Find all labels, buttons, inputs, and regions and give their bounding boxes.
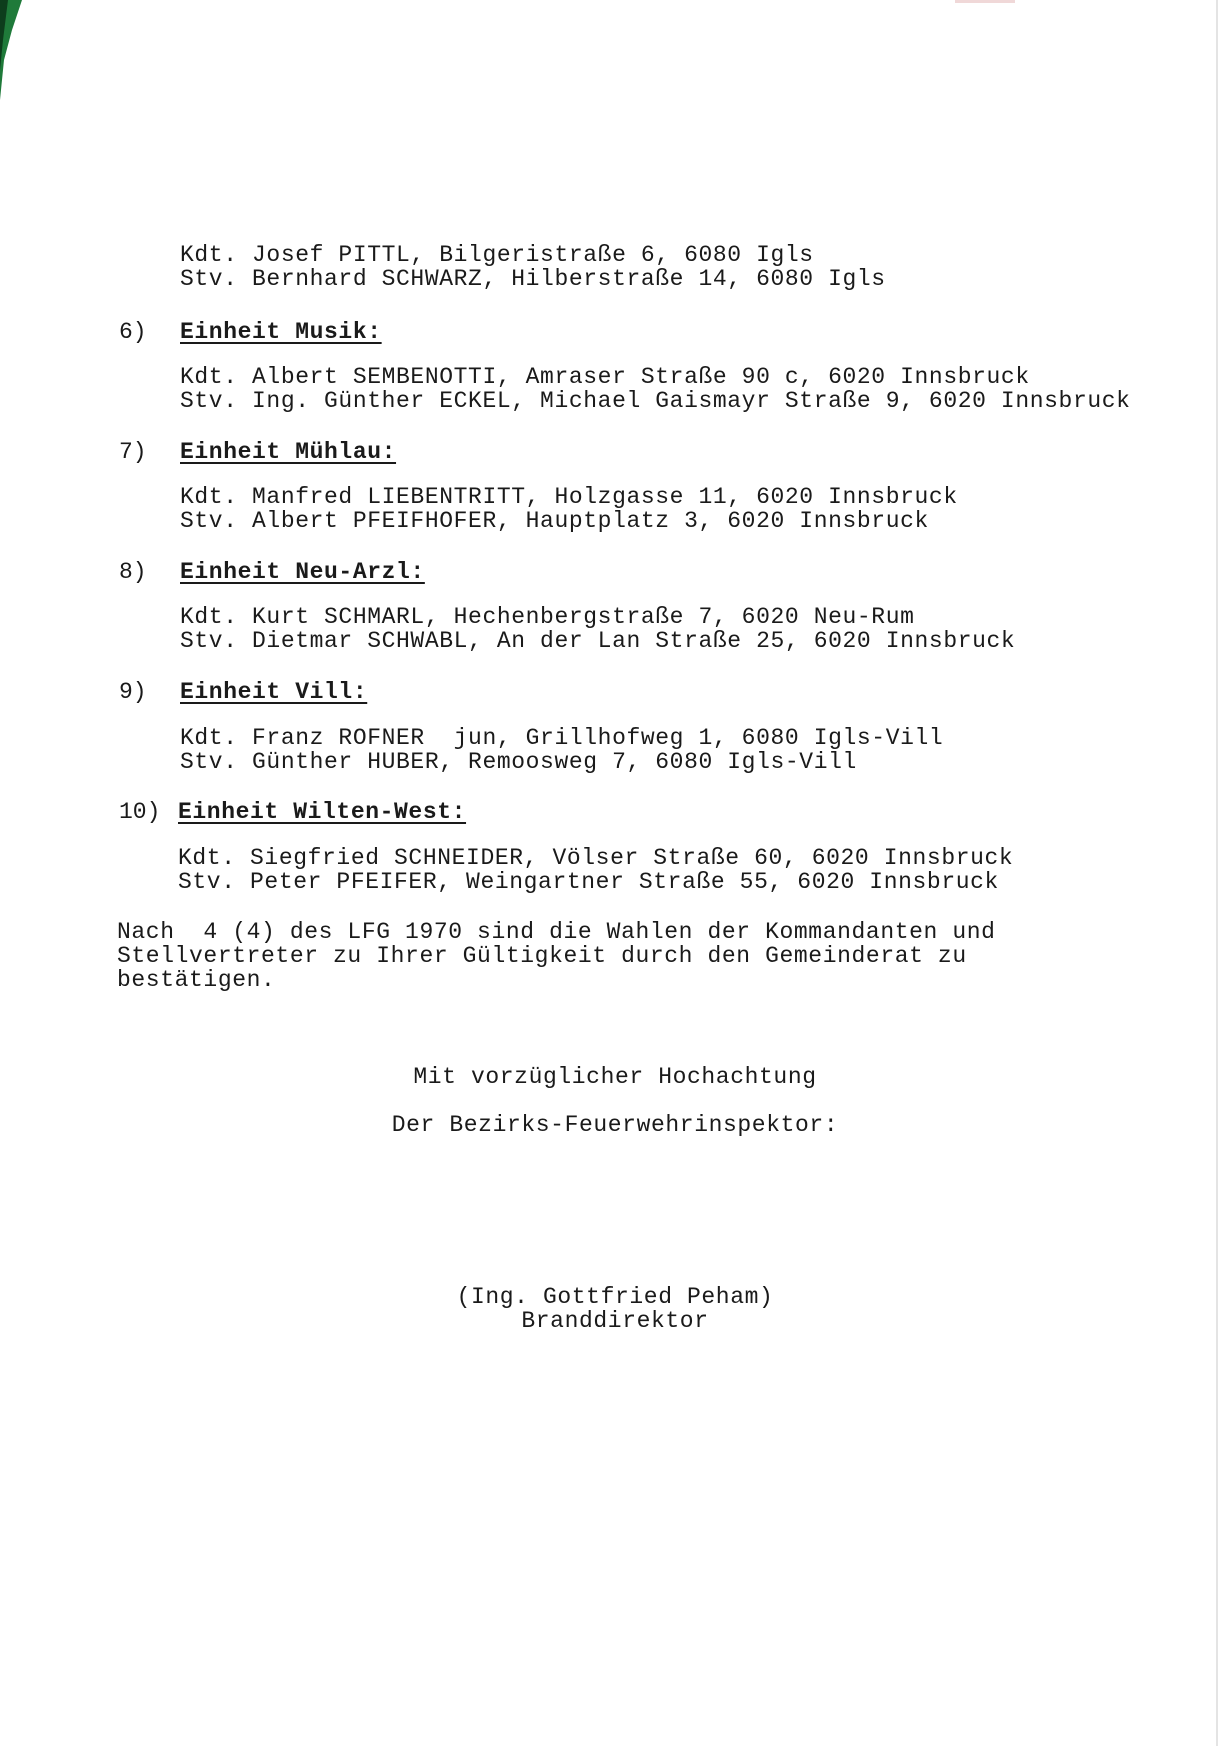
section-kdt: Kdt. Manfred LIEBENTRITT, Holzgasse 11, 6020 Innsbruck	[180, 484, 958, 510]
signatory-rank: Branddirektor	[521, 1308, 709, 1334]
section-kdt: Kdt. Kurt SCHMARL, Hechenbergstraße 7, 6020 Neu-Rum	[180, 604, 915, 630]
section-heading: Einheit Neu-Arzl:	[180, 559, 425, 585]
section-heading: Einheit Vill:	[180, 679, 368, 705]
scan-corner-mark	[0, 0, 30, 120]
scan-edge-right	[1216, 0, 1218, 1746]
signatory-title: Der Bezirks-Feuerwehrinspektor:	[391, 1112, 839, 1138]
section-heading: Einheit Wilten-West:	[178, 799, 467, 825]
top-entry-kdt: Kdt. Josef PITTL, Bilgeristraße 6, 6080 Igls	[180, 242, 814, 268]
closing-paragraph-line: bestätigen.	[117, 967, 276, 993]
scan-mark-top	[955, 0, 1015, 3]
section-kdt: Kdt. Siegfried SCHNEIDER, Völser Straße 60, 6020 Innsbruck	[178, 845, 1014, 871]
section-number: 10)	[119, 799, 161, 825]
section-kdt: Kdt. Franz ROFNER jun, Grillhofweg 1, 6080 Igls-Vill	[180, 725, 944, 751]
section-number: 6)	[119, 319, 147, 345]
closing-paragraph-line: Stellvertreter zu Ihrer Gültigkeit durch den Gemeinderat zu	[117, 943, 967, 969]
section-number: 7)	[119, 439, 147, 465]
section-stv: Stv. Ing. Günther ECKEL, Michael Gaismayr Straße 9, 6020 Innsbruck	[180, 388, 1131, 414]
top-entry-stv: Stv. Bernhard SCHWARZ, Hilberstraße 14, 6080 Igls	[180, 266, 886, 292]
section-stv: Stv. Peter PFEIFER, Weingartner Straße 55, 6020 Innsbruck	[178, 869, 999, 895]
signatory-name: (Ing. Gottfried Peham)	[456, 1284, 774, 1310]
section-kdt: Kdt. Albert SEMBENOTTI, Amraser Straße 90 c, 6020 Innsbruck	[180, 364, 1030, 390]
section-heading: Einheit Musik:	[180, 319, 382, 345]
section-number: 8)	[119, 559, 147, 585]
section-stv: Stv. Dietmar SCHWABL, An der Lan Straße 25, 6020 Innsbruck	[180, 628, 1016, 654]
section-stv: Stv. Günther HUBER, Remoosweg 7, 6080 Igls-Vill	[180, 749, 857, 775]
greeting: Mit vorzüglicher Hochachtung	[413, 1064, 817, 1090]
section-heading: Einheit Mühlau:	[180, 439, 397, 465]
section-stv: Stv. Albert PFEIFHOFER, Hauptplatz 3, 6020 Innsbruck	[180, 508, 929, 534]
closing-paragraph-line: Nach 4 (4) des LFG 1970 sind die Wahlen der Kommandanten und	[117, 919, 996, 945]
section-number: 9)	[119, 679, 147, 705]
